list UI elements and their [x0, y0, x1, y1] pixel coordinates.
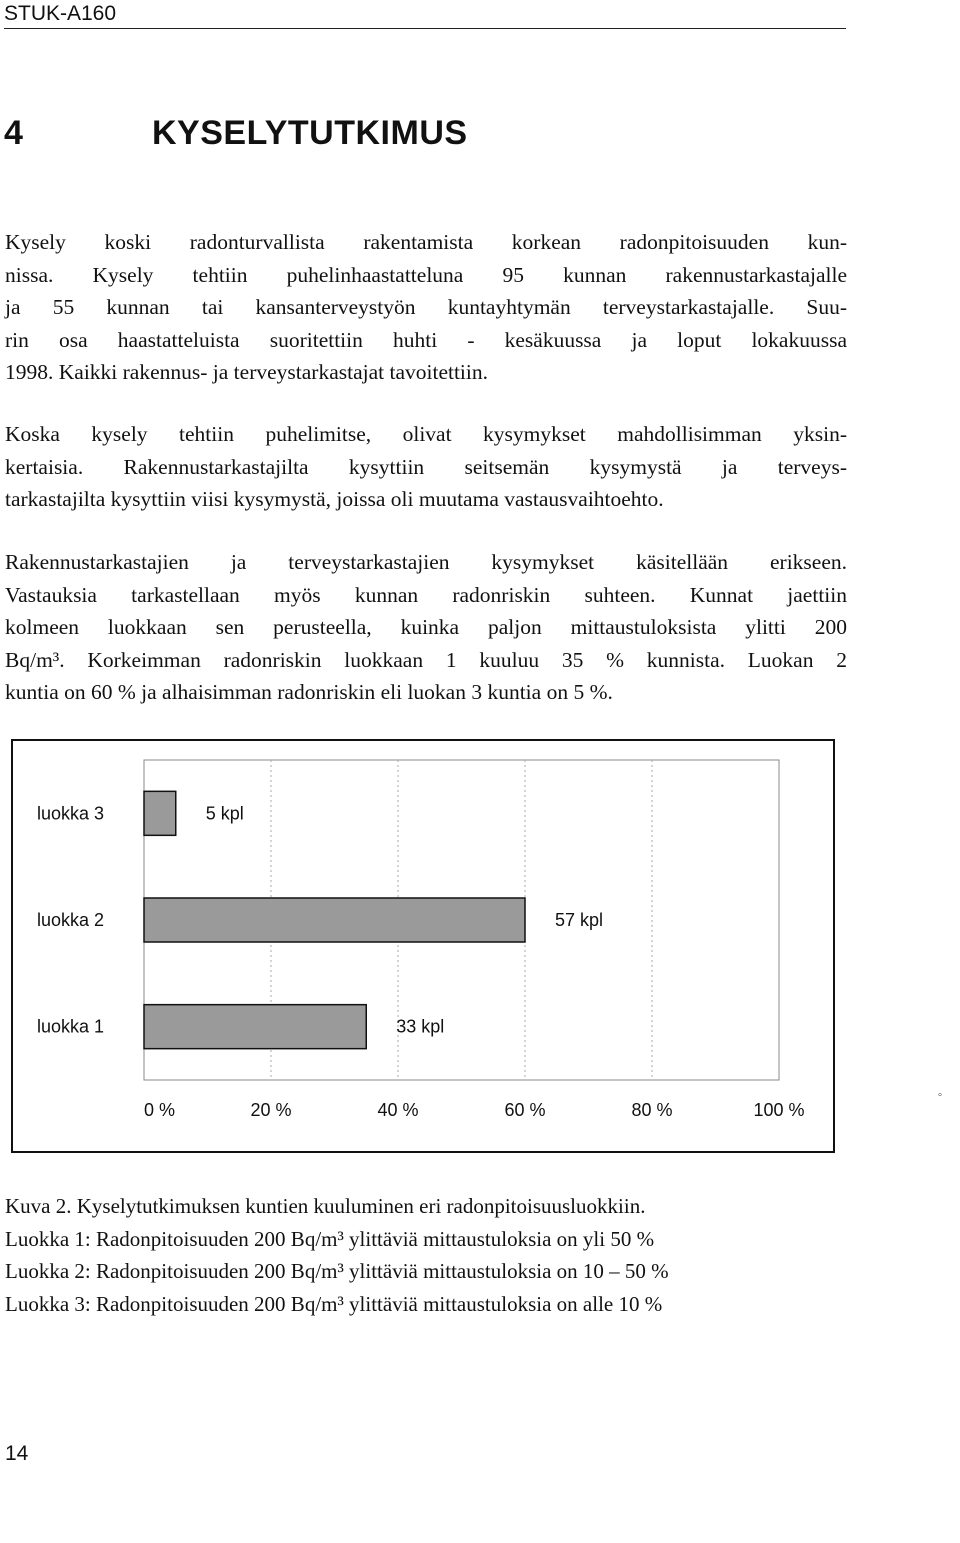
- x-tick-label: 100 %: [753, 1100, 805, 1120]
- paragraph-line: kuntia on 60 % ja alhaisimman radonriskin eli luokan 3 kuntia on 5 %.: [5, 680, 613, 704]
- paragraph-line: rin osa haastatteluista suoritettiin huhti - kesäkuussa ja loput lokakuussa: [5, 327, 847, 352]
- x-tick-label: 80 %: [631, 1100, 673, 1120]
- paragraph-line: 1998. Kaikki rakennus- ja terveystarkastajat tavoitettiin.: [5, 360, 489, 384]
- paragraph-line: Koska kysely tehtiin puhelimitse, olivat kysymykset mahdollisimman yksin-: [5, 422, 847, 446]
- paragraph-line: Bq/m³. Korkeimman radonriskin luokkaan 1 kuuluu 35 % kunnista. Luokan 2: [5, 647, 847, 672]
- caption-line: Luokka 3: Radonpitoisuuden 200 Bq/m³ ylittäviä mittaustuloksia on alle 10 %: [5, 1291, 663, 1316]
- bar: [144, 791, 176, 835]
- chapter-title: KYSELYTUTKIMUS: [152, 114, 468, 152]
- caption-line: Luokka 1: Radonpitoisuuden 200 Bq/m³ ylittäviä mittaustuloksia on yli 50 %: [5, 1226, 655, 1251]
- data-label: 5 kpl: [205, 803, 244, 824]
- x-tick-label: 60 %: [504, 1100, 546, 1120]
- x-tick-label: 40 %: [377, 1100, 419, 1120]
- x-tick-label: 20 %: [250, 1100, 292, 1120]
- page-number: 14: [5, 1442, 29, 1465]
- data-label: 33 kpl: [396, 1016, 445, 1037]
- category-label: luokka 1: [37, 1016, 105, 1037]
- paragraph-line: ja 55 kunnan tai kansanterveystyön kuntayhtymän terveystarkastajalle. Suu-: [5, 295, 847, 319]
- paragraph-line: Kysely koski radonturvallista rakentamista korkean radonpitoisuuden kun-: [5, 230, 847, 254]
- paragraph-line: kolmeen luokkaan sen perusteella, kuinka paljon mittaustuloksista ylitti 200: [5, 615, 847, 639]
- category-label: luokka 2: [37, 910, 105, 930]
- x-tick-label: 0 %: [144, 1100, 176, 1120]
- caption-line: Kuva 2. Kyselytutkimuksen kuntien kuuluminen eri radonpitoisuusluokkiin.: [5, 1194, 646, 1218]
- running-header-report-id: STUK-A160: [4, 2, 117, 25]
- chapter-number: 4: [4, 114, 23, 152]
- chart-frame: [12, 740, 834, 1152]
- bar: [144, 1005, 366, 1049]
- paragraph-line: tarkastajilta kysyttiin viisi kysymystä, joissa oli muutama vastausvaihtoehto.: [5, 487, 664, 511]
- paragraph-line: Vastauksia tarkastellaan myös kunnan radonriskin suhteen. Kunnat jaettiin: [5, 582, 847, 607]
- category-label: luokka 3: [37, 803, 105, 824]
- paragraph-line: nissa. Kysely tehtiin puhelinhaastatteluna 95 kunnan rakennustarkastajalle: [5, 262, 847, 287]
- paragraph-line: kertaisia. Rakennustarkastajilta kysyttiin seitsemän kysymystä ja terveys-: [5, 454, 847, 479]
- paragraph-line: Rakennustarkastajien ja terveystarkastajien kysymykset käsitellään erikseen.: [5, 550, 847, 574]
- data-label: 57 kpl: [555, 910, 604, 930]
- bar: [144, 898, 525, 942]
- figure-caption: [5, 1190, 669, 1320]
- caption-line: Luokka 2: Radonpitoisuuden 200 Bq/m³ ylittäviä mittaustuloksia on 10 – 50 %: [5, 1259, 669, 1283]
- stray-mark: °: [938, 1092, 942, 1103]
